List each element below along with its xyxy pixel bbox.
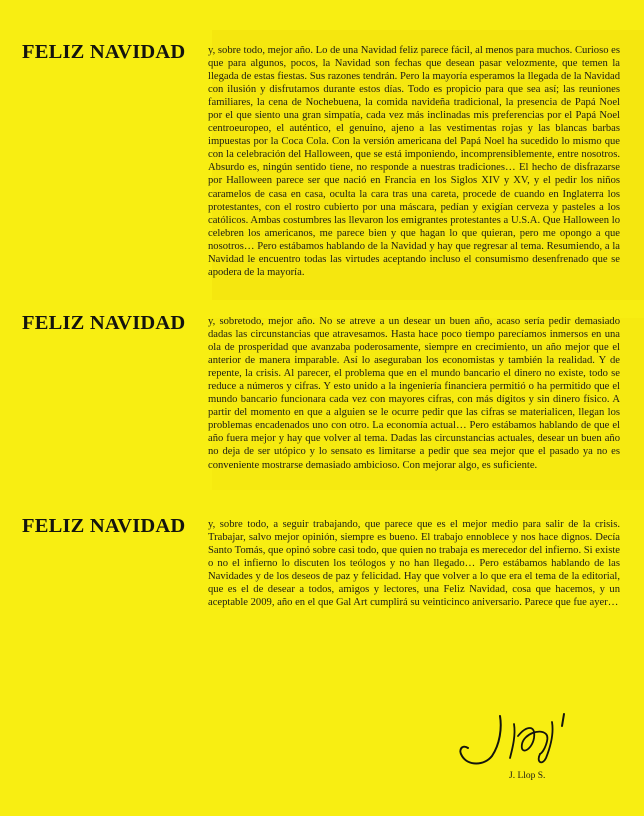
- section-body: y, sobre todo, a seguir trabajando, que parece que es el mejor medio para salir de la crisis. Trabajar, salvo mejor opinión, siempre es bueno. El trabajo ennoblece y nos hace dignos. Decía Santo Tomás, que opinó sobre casi todo, que quien no trabaja es merecedor del infierno. Si existe o no el infierno lo discuten los teólogos y no han llegado… Pero estábamos hablando de las Navidades y de los deseos de paz y felicidad. Hay que volver a lo que era el tema de la editorial, que es el de desear a todos, amigos y lectores, una Feliz Navidad, cosa que hacemos, y un aceptable 2009, año en el que Gal Art cumplirá su veinticinco aniversario. Parece que fue ayer…: [208, 519, 620, 609]
- section-body: y, sobretodo, mejor año. No se atreve a un desear un buen año, acaso sería pedir demasiado dadas las circunstancias que atravesamos. Hasta hace poco tiempo parecíamos inmersos en una ola de prosperidad que avanzaba poderosamente, siempre en crecimiento, un año mejor que el anterior de manera imparable. Así lo aseguraban los economistas y también la realidad. Y de repente, la crisis. Al parecer, el problema que en el mundo bancario el dinero no existe, todo se reduce a números y cifras. Y esto unido a la ingeniería financiera permitió o ha permitido que el mundo bancario funcionara cada vez con mayores cifras, con más dígitos y sin dinero físico. A partir del momento en que a alguien se le ocurre pedir que las cifras se materialicen, llegan los problemas encadenados uno con otro. La economía actual… Pero estábamos hablando de que el año fuera mejor y hay que volver al tema. Dadas las circunstancias actuales, desear un buen año no deja de ser utópico y lo sensato es limitarse a pedir que sea mejor que el pasado ya no es conveniente mostrarse demasiado ambicioso. Con mejorar algo, es suficiente.: [208, 316, 620, 471]
- section-body: y, sobre todo, mejor año. Lo de una Navidad feliz parece fácil, al menos para muchos. Curioso es que para algunos, pocos, la Navidad son fechas que desean pasar velozmente, que temen la llegada de estas fiestas. Sus razones tendrán. Pero la mayoría esperamos la llegada de la Navidad con ilusión y disfrutamos durante estos días. Todo es propicio para que sea así; las reuniones familiares, la cena de Nochebuena, la comida navideña tradicional, la presencia de Papá Noel por el que siento una gran simpatía, cada vez más inclinadas mis preferencias por el Papá Noel centroeuropeo, el auténtico, el genuino, ajeno a las vestimentas rojas y las blancas barbas impuestas por la Coca Cola. Con la versión americana del Papá Noel ha sucedido lo mismo que con la celebración del Halloween, que se está imponiendo, incomprensiblemente, entre nosotros. Absurdo es, ningún sentido tiene, no responde a nuestras tradiciones… El hecho de disfrazarse por Halloween parece ser que nació en Francia en los Siglos XIV y XV, y el pedir los niños caramelos de casa en casa, oculta la cara tras una careta, procede de cuando en Inglaterra los protestantes, con el rostro cubierto por una máscara, pedían y exigían cerveza y pasteles a los católicos. Ambas costumbres las llevaron los emigrantes protestantes a U.S.A. Que Halloween lo celebren los americanos, me parece bien y que hagan lo que quieran, pero me opongo a que nosotros… Pero estábamos hablando de la Navidad y hay que regresar al tema. Resumiendo, a la Navidad le encuentro todas las virtudes aceptando incluso el consumismo desenfrenado que se apodera de la mayoría.: [208, 45, 620, 278]
- signer-name: J. Llop S.: [509, 771, 546, 781]
- handwritten-signature: [456, 708, 606, 772]
- section-heading: FELIZ NAVIDAD: [22, 515, 186, 537]
- section-heading: FELIZ NAVIDAD: [22, 41, 186, 63]
- section-heading: FELIZ NAVIDAD: [22, 312, 186, 334]
